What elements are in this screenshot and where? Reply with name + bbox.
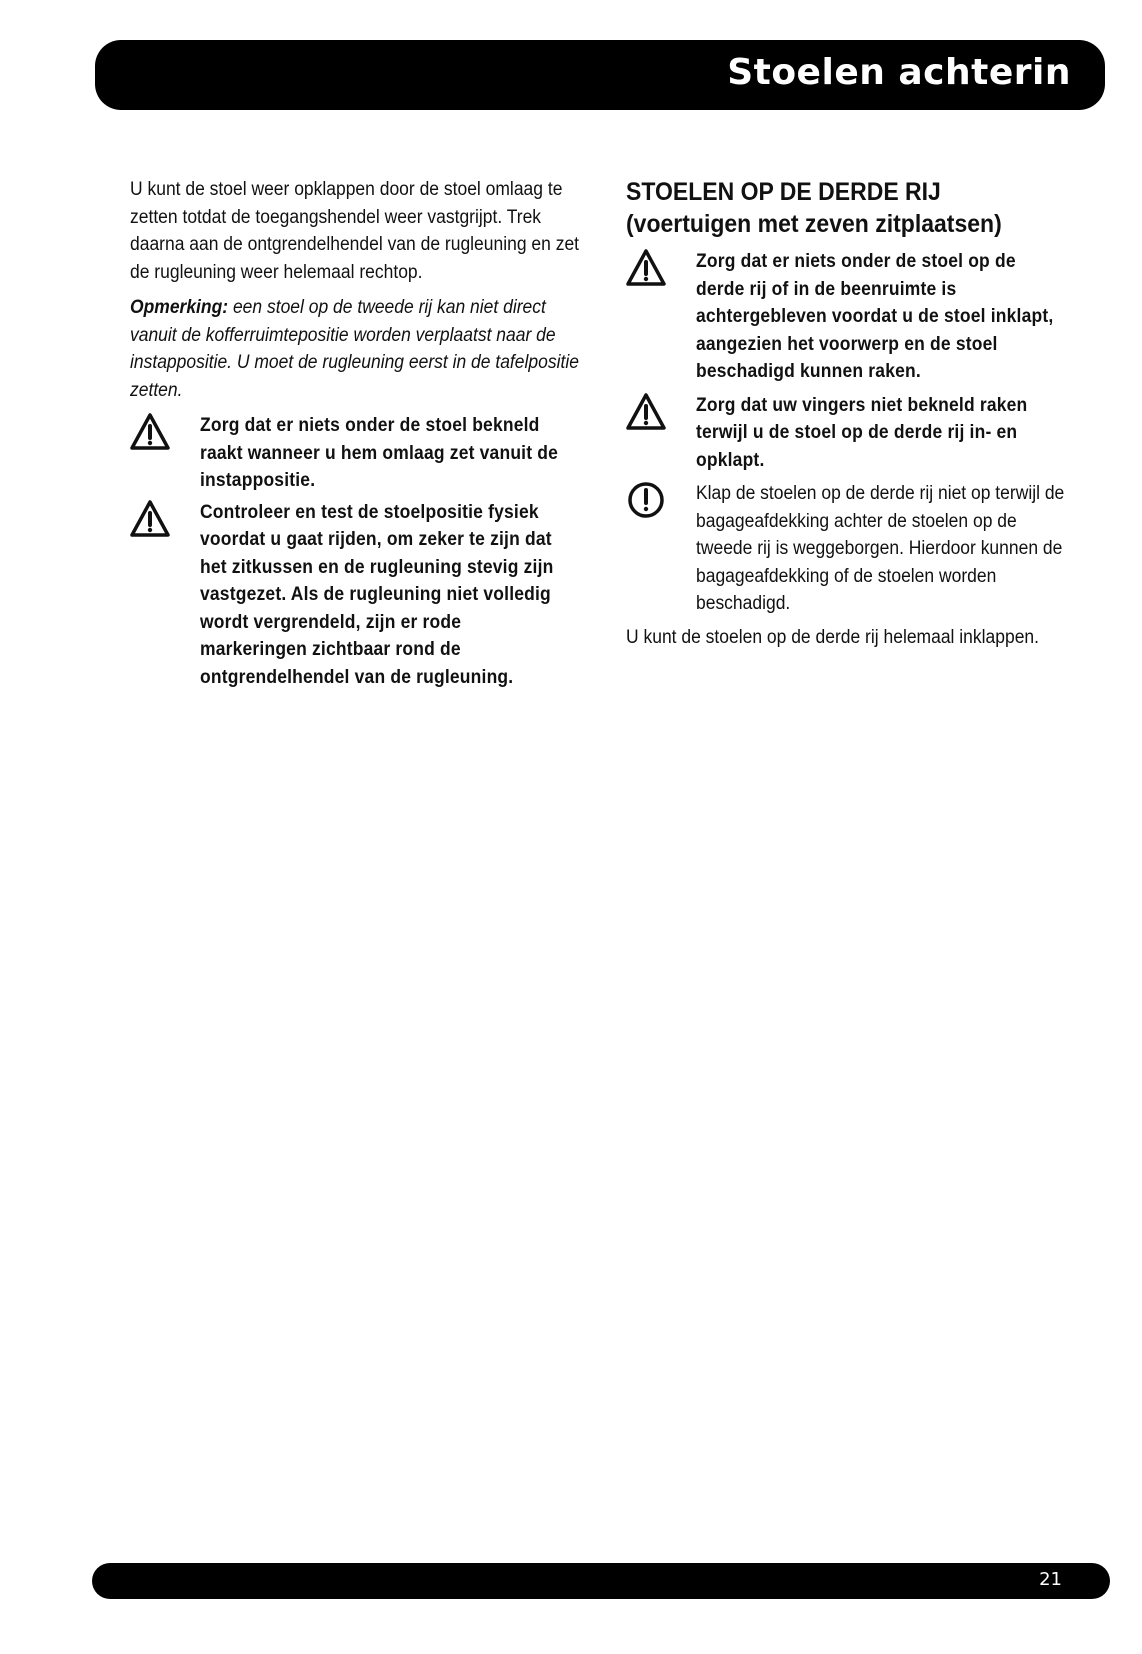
section-heading: STOELEN OP DE DERDE RIJ: [626, 178, 941, 206]
page-title: Stoelen achterin: [727, 52, 1071, 93]
warning-block: [626, 248, 1076, 386]
intro-paragraph: U kunt de stoel weer opklappen door de stoel omlaag te zetten totdat de toegangshendel weer vastgrijpt. Trek daarna aan de ontgrendelhendel van de rugleuning en zet de rugleuning weer helemaal rechtop.: [130, 179, 580, 283]
warning-text: Zorg dat er niets onder de stoel op de derde rij of in de beenruimte is achtergebleven voordat u de stoel inklapt, aangezien het voorwerp en de stoel beschadigd kunnen raken.: [696, 251, 1054, 382]
header-bar: [95, 40, 1105, 110]
warning-block: [130, 499, 580, 692]
page-number: 21: [1039, 1569, 1062, 1590]
warning-text: Controleer en test de stoelpositie fysiek voordat u gaat rijden, om zeker te zijn dat het zitkussen en de rugleuning stevig zijn vastgezet. Als de rugleuning niet volledig wordt vergrendeld, zijn er rode markeringen zichtbaar rond de ontgrendelhendel van de rugleuning.: [200, 501, 554, 688]
warning-block: [130, 412, 580, 495]
note-text: een stoel op de tweede rij kan niet direct vanuit de kofferruimtepositie worden verplaatst naar de instappositie. U moet de rugleuning eerst in de tafelpositie zetten.: [130, 297, 579, 401]
note-paragraph: [130, 294, 581, 404]
caution-circle-icon: [626, 480, 666, 520]
warning-triangle-icon: [130, 412, 170, 452]
warning-triangle-icon: [626, 248, 666, 288]
warning-text: Zorg dat uw vingers niet bekneld raken terwijl u de stoel op de derde rij in- en opklapt.: [696, 394, 1028, 471]
caution-block: [626, 480, 1076, 618]
closing-paragraph: U kunt de stoelen op de derde rij helemaal inklappen.: [626, 626, 1039, 648]
warning-triangle-icon: [626, 392, 666, 432]
footer-bar: [92, 1563, 1110, 1599]
warning-text: Zorg dat er niets onder de stoel bekneld raakt wanneer u hem omlaag zet vanuit de instappositie.: [200, 415, 559, 491]
warning-triangle-icon: [130, 499, 170, 539]
warning-block: [626, 392, 1076, 475]
section-subheading: (voertuigen met zeven zitplaatsen): [626, 210, 1002, 238]
left-column: [130, 176, 580, 691]
right-column: [626, 176, 1076, 651]
note-lead: Opmerking:: [130, 297, 229, 318]
caution-text: Klap de stoelen op de derde rij niet op terwijl de bagageafdekking achter de stoelen op de tweede rij is weggeborgen. Hierdoor kunnen de bagageafdekking of de stoelen worden beschadigd.: [696, 483, 1065, 614]
